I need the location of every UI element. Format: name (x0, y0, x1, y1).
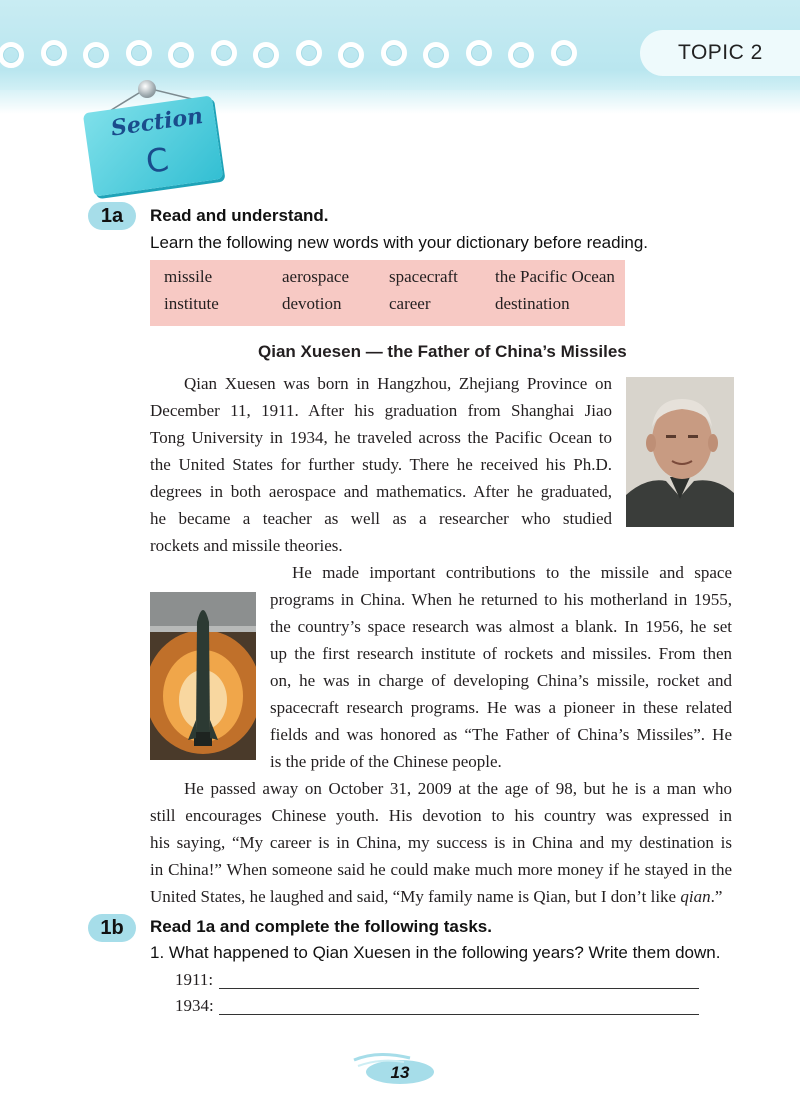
text-line: still encourages Chinese youth. His devotion to his country was expressed in (150, 806, 732, 825)
text-line: the United States for further study. There he received his Ph.D. (150, 455, 612, 474)
badge-1b: 1b (88, 914, 136, 942)
portrait-photo (626, 377, 734, 527)
topic-tab: TOPIC 2 (640, 30, 800, 76)
text-segment: .” (710, 887, 723, 906)
page-number-swoosh (348, 1050, 436, 1086)
text-line: degrees in both aerospace and mathematics. After he graduated, (150, 482, 612, 501)
question-1: 1. What happened to Qian Xuesen in the following years? Write them down. (150, 943, 721, 962)
answer-line-1934[interactable] (219, 1014, 699, 1015)
rocket-photo (150, 592, 256, 760)
heading-1a: Read and understand. (150, 206, 329, 225)
text-line: programs in China. When he returned to his motherland in 1955, (270, 590, 732, 609)
vocab-word: missile (164, 267, 213, 286)
section-sign-letter: C (143, 140, 171, 181)
vocab-word: institute (164, 294, 219, 313)
text-line: the country’s space research was almost a blank. In 1956, he set (270, 617, 732, 636)
text-line: is the pride of the Chinese people. (270, 752, 502, 771)
instruction-1a: Learn the following new words with your dictionary before reading. (150, 233, 648, 252)
text-line: up the first research institute of rockets and missiles. From then (270, 644, 732, 663)
text-line: He made important contributions to the missile and space (292, 563, 732, 582)
section-sign-word: Section (109, 102, 205, 142)
text-line: his saying, “My career is in China, my success is in China and my destination is (150, 833, 732, 852)
section-sign (83, 95, 223, 196)
article-paragraph-3 (150, 775, 732, 910)
vocabulary-box (150, 260, 625, 326)
pin-icon (138, 80, 156, 98)
year-label: 1911: (175, 970, 214, 989)
vocab-word: destination (495, 294, 570, 313)
text-line: on, he was in charge of developing China’s missile, rocket and (270, 671, 732, 690)
vocab-word: aerospace (282, 267, 350, 286)
portrait-illustration (626, 377, 734, 527)
vocab-word: spacecraft (389, 267, 458, 286)
vocab-word: the Pacific Ocean (495, 267, 615, 286)
rocket-illustration (150, 592, 256, 760)
text-line: he became a teacher as well as a researcher who studied (150, 509, 612, 528)
text-line: December 11, 1911. After his graduation from Shanghai Jiao (150, 401, 612, 420)
answer-line-1911[interactable] (219, 988, 699, 989)
text-line: rockets and missile theories. (150, 536, 343, 555)
text-line: Qian Xuesen was born in Hangzhou, Zhejiang Province on (184, 374, 612, 393)
heading-1b: Read 1a and complete the following tasks. (150, 917, 492, 936)
badge-1a: 1a (88, 202, 136, 230)
text-line: He passed away on October 31, 2009 at the age of 98, but he is a man who (184, 779, 732, 798)
article-paragraph-1 (150, 370, 612, 559)
year-label: 1934: (175, 996, 214, 1015)
text-line: Tong University in 1934, he traveled across the Pacific Ocean to (150, 428, 612, 447)
article-title: Qian Xuesen — the Father of China’s Missiles (258, 342, 627, 361)
text-line: spacecraft research programs. He was a pioneer in these related (270, 698, 732, 717)
article-paragraph-2 (270, 559, 732, 775)
vocab-word: career (389, 294, 431, 313)
page-number: 13 (390, 1063, 410, 1082)
text-line: fields and was honored as “The Father of China’s Missiles”. He (270, 725, 732, 744)
text-segment: United States, he laughed and said, “My family name is Qian, but I don’t like (150, 887, 681, 906)
text-line: in China!” When someone said he could make much more money if he stayed in the (150, 860, 732, 879)
italic-word: qian (680, 887, 711, 906)
page-number-badge (348, 1050, 436, 1086)
text-line-final (150, 883, 732, 910)
vocab-word: devotion (282, 294, 342, 313)
